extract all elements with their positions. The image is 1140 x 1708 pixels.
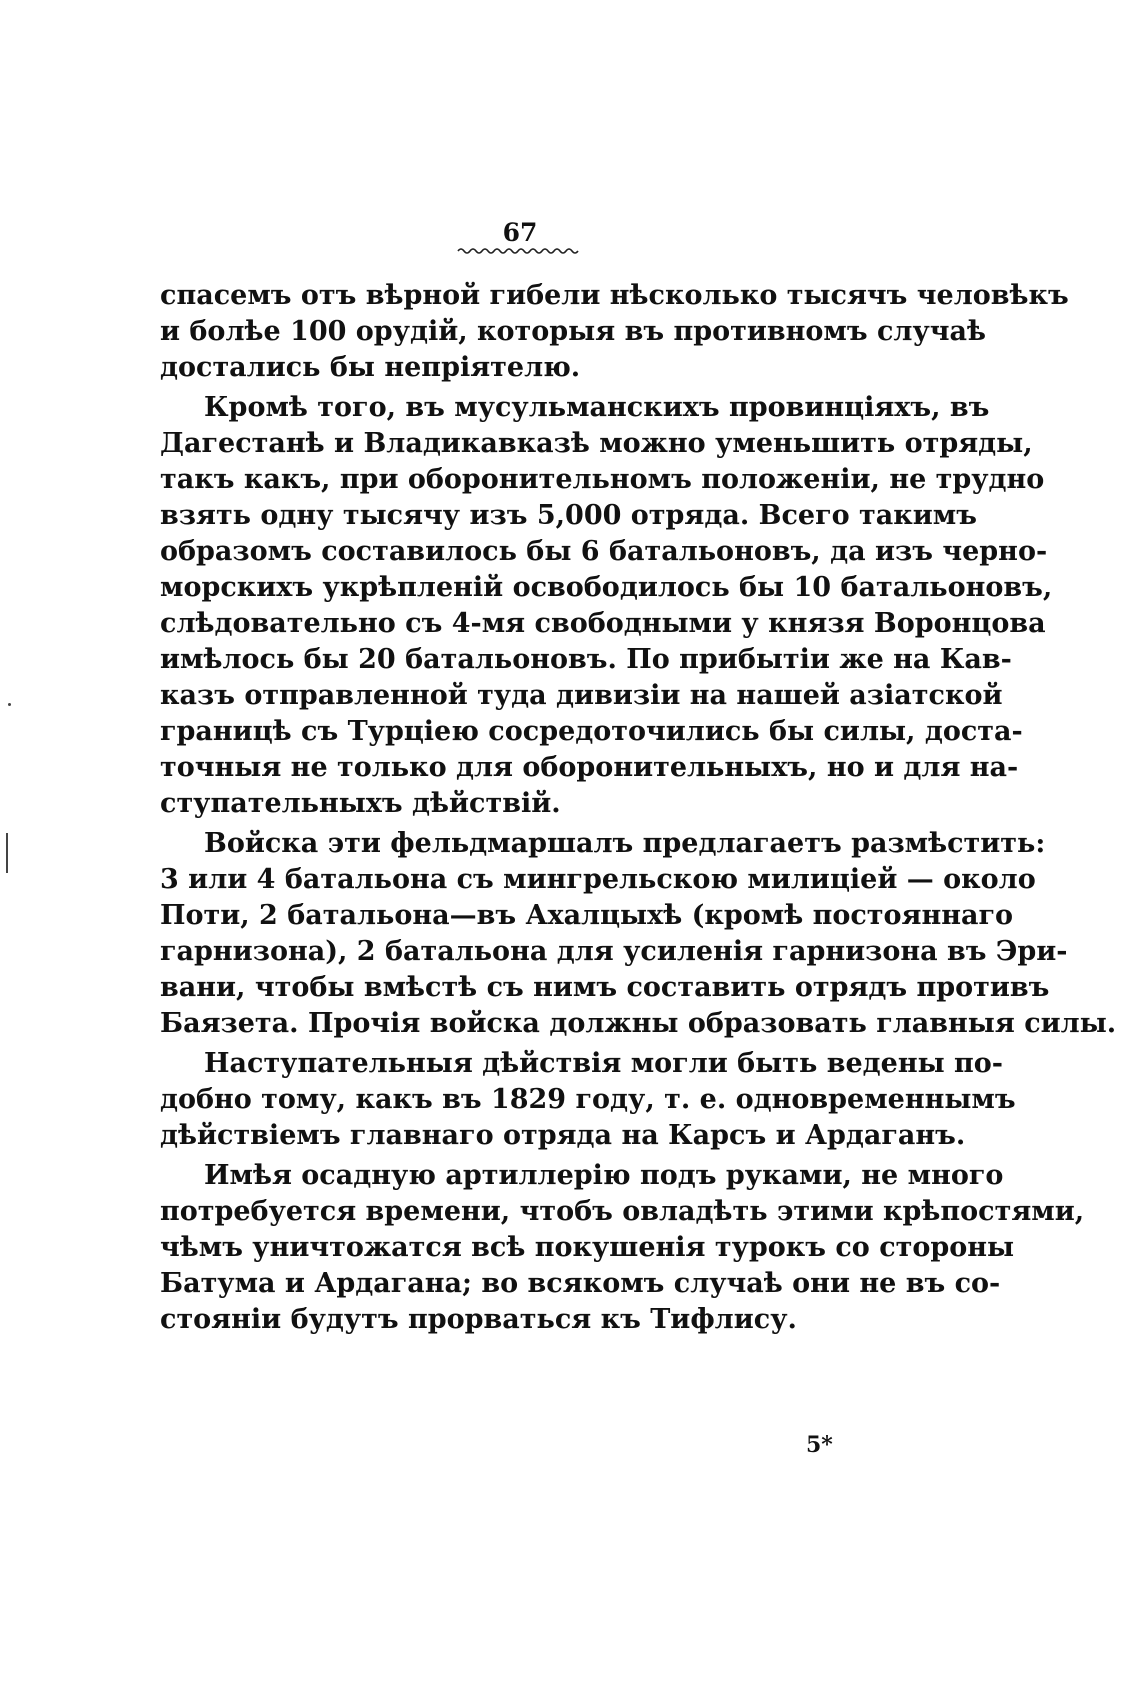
text-line: чѣмъ уничтожатся всѣ покушенія турокъ со стороны bbox=[160, 1232, 1015, 1263]
text-line: Батума и Ардагана; во всякомъ случаѣ они не въ со- bbox=[160, 1268, 1001, 1299]
text-line: ступательныхъ дѣйствій. bbox=[160, 788, 561, 819]
text-line: Войска эти фельдмаршалъ предлагаетъ размѣстить: bbox=[204, 828, 1046, 859]
margin-line-mark bbox=[6, 833, 8, 873]
paragraph bbox=[160, 1158, 1085, 1338]
body-text bbox=[160, 278, 1117, 1338]
paragraph bbox=[160, 278, 1069, 386]
text-line: взять одну тысячу изъ 5,000 отряда. Всего такимъ bbox=[160, 500, 977, 531]
paragraph bbox=[160, 1046, 1016, 1154]
paragraph bbox=[160, 826, 1117, 1042]
text-line: достались бы непріятелю. bbox=[160, 352, 581, 383]
text-line: спасемъ отъ вѣрной гибели нѣсколько тысячъ человѣкъ bbox=[160, 280, 1069, 311]
paragraph bbox=[160, 390, 1053, 822]
text-line: добно тому, какъ въ 1829 году, т. е. одновременнымъ bbox=[160, 1084, 1016, 1115]
text-line: Кромѣ того, въ мусульманскихъ провинціяхъ, въ bbox=[204, 392, 990, 423]
text-line: точныя не только для оборонительныхъ, но и для на- bbox=[160, 752, 1019, 783]
text-line: слѣдовательно съ 4-мя свободными у князя Воронцова bbox=[160, 608, 1046, 639]
page-number: 67 bbox=[502, 218, 538, 247]
text-line: Поти, 2 батальона—въ Ахалцыхѣ (кромѣ постояннаго bbox=[160, 900, 1014, 931]
text-line: и болѣе 100 орудій, которыя въ противномъ случаѣ bbox=[160, 316, 986, 347]
text-line: такъ какъ, при оборонительномъ положеніи, не трудно bbox=[160, 464, 1045, 495]
text-line: образомъ составилось бы 6 батальоновъ, да изъ черно- bbox=[160, 536, 1048, 567]
signature-mark: 5* bbox=[806, 1432, 833, 1458]
text-line: имѣлось бы 20 батальоновъ. По прибытіи же на Кав- bbox=[160, 644, 1012, 675]
text-line: Имѣя осадную артиллерію подъ руками, не много bbox=[204, 1160, 1004, 1191]
margin-dot-mark bbox=[8, 703, 11, 706]
text-line: 3 или 4 батальона съ мингрельскою милиціей — около bbox=[160, 864, 1036, 895]
text-line: казъ отправленной туда дивизіи на нашей азіатской bbox=[160, 680, 1003, 711]
text-line: вани, чтобы вмѣстѣ съ нимъ составить отрядъ противъ bbox=[160, 972, 1050, 1003]
text-line: потребуется времени, чтобъ овладѣть этими крѣпостями, bbox=[160, 1196, 1085, 1227]
text-line: Дагестанѣ и Владикавказѣ можно уменьшить отряды, bbox=[160, 428, 1033, 459]
text-line: гарнизона), 2 батальона для усиленія гарнизона въ Эри- bbox=[160, 936, 1068, 967]
text-line: дѣйствіемъ главнаго отряда на Карсъ и Ардаганъ. bbox=[160, 1120, 966, 1151]
text-line: стояніи будутъ прорваться къ Тифлису. bbox=[160, 1304, 797, 1335]
text-line: Наступательныя дѣйствія могли быть ведены по- bbox=[204, 1048, 1004, 1079]
text-line: Баязета. Прочія войска должны образовать главныя силы. bbox=[160, 1008, 1117, 1039]
text-line: границѣ съ Турціею сосредоточились бы силы, доста- bbox=[160, 716, 1023, 747]
wavy-rule-ornament bbox=[458, 246, 580, 256]
text-line: морскихъ укрѣпленій освободилось бы 10 батальоновъ, bbox=[160, 572, 1053, 603]
